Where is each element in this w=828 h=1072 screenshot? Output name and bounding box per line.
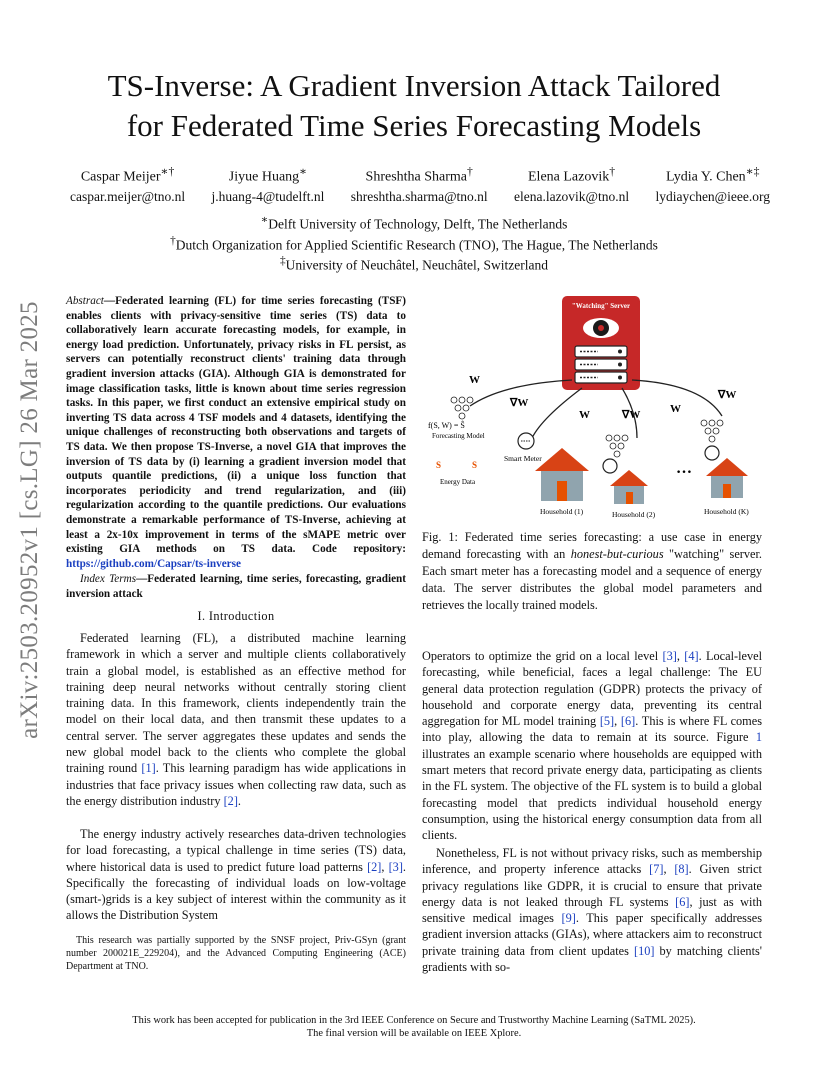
text-run: The energy industry actively researches data-driven technologies for load forecasting, a typical challenge in time series (TS) data, where historical data is used to predict future load patterns [66,827,406,874]
server-label: "Watching" Server [571,302,631,310]
right-paragraph-2 [422,845,762,975]
smart-meter-label: Smart Meter [504,454,542,463]
author-email: j.huang-4@tudelft.nl [211,188,325,204]
text-run: . This paper specifically addresses gradient inversion attacks (GIAs), where attackers aim to reconstruct private training data from client updates [422,911,762,958]
author [211,162,324,206]
author-name: Caspar Meijer [80,169,161,185]
affiliation-text: University of Neuchâtel, Neuchâtel, Switzerland [285,257,549,273]
abstract-label: Abstract [66,295,104,307]
text-run: , [676,649,685,663]
citation-link[interactable]: [3] [388,859,403,874]
household-k-label: Household (K) [704,507,749,516]
forecast-equation: f(S, W) = Ŝ [428,421,465,430]
intro-paragraph-2 [66,826,406,924]
abstract-text: —Federated learning (FL) for time series forecasting (TSF) enables clients with privacy-sensitive time series (TS) data to collaboratively learn accurate forecasting models, for example, in energy load prediction. Unfortunately, privacy risks in FL persist, as servers can potentially reconstruct clients' training data through gradient inversion attacks (GIA). Although GIA is demonstrated for image classification tasks, little is known about time series regression tasks. In this paper, we first conduct an extensive empirical study on inverting TS data across 4 TSF models and 4 datasets, identifying the unique challenges of reconstructing both observations and targets of TS data. We then propose TS-Inverse, a novel GIA that improves the inversion of TS data by (i) learning a gradient inversion model that outputs quantile predictions, (ii) a unique loss function that incorporates periodicity and trend regularization, and (iii) regularization according to the quantile predictions. Our evaluations demonstrate a remarkable performance of TS-Inverse, achieving at least a 2x-10x improvement in terms of the sMAPE metric over existing GIA methods on TS data. Code repository: [66,295,406,556]
affiliation-text: Delft University of Technology, Delft, The Netherlands [268,216,568,232]
citation-link[interactable]: [1] [141,761,156,776]
author-marks: ∗† [160,165,175,178]
author-name: Lydia Y. Chen [665,169,746,185]
text-run: . Given strict privacy regulations like GDPR, it is crucial to ensure that private energy data is not leaked through FL systems [422,862,762,909]
neural-network-icon [451,397,473,419]
affiliation [60,253,768,274]
energy-data-label: Energy Data [440,478,476,486]
affiliations [60,212,768,274]
client-update-1-label: ∇W [510,397,529,409]
text-run: . This is where FL comes into play, allowing the data to remain at its source. Figure [422,714,762,745]
text-run: , [614,714,621,729]
house-icon [706,458,748,498]
text-run: Operators to optimize the grid on a local level [422,649,663,663]
client-update-2-label: ∇W [622,409,641,421]
text-run: . This learning paradigm has wide applications in industries that face privacy issues when collecting raw data, such as the energy distribution industry [66,761,406,808]
index-terms-text: —Federated learning, time series, forecasting, gradient inversion attack [66,573,407,600]
server-icon [562,296,640,390]
text-run: . Specifically the forecasting of individual loads on low-voltage (smart-)grids is a key subject of interest within the community as it allows the Distribution System [66,859,406,923]
author-name: Jiyue Huang [228,169,300,185]
caption-emphasis: honest-but-curious [570,547,664,561]
author [514,162,629,206]
affiliation-mark: † [170,234,176,247]
author-marks: ∗‡ [745,165,760,178]
text-run: Nonetheless, FL is not without privacy risks, such as membership inference, and property inference attacks [422,846,762,877]
publication-note-line-1: This work has been accepted for publication in the 3rd IEEE Conference on Secure and Trustworthy Machine Learning (SaTML 2025). [132,1015,696,1026]
title-line-2: for Federated Time Series Forecasting Models [126,108,702,143]
code-repository-link[interactable]: https://github.com/Capsar/ts-inverse [66,557,241,570]
citation-link[interactable]: [5] [599,714,615,729]
caption-text: Fig. 1: Federated time series forecasting: a use case in energy demand forecasting with an [422,530,762,561]
house-icon [610,470,648,504]
publication-note [60,1014,768,1040]
affiliation [60,212,768,233]
text-run: , just as with sensitive medical images [422,894,763,926]
figure-link[interactable]: 1 [755,730,762,745]
citation-link[interactable]: [7] [649,862,664,877]
text-run: Federated learning (FL), a distributed machine learning framework in which a server and multiple clients collaboratively train a global model, is established as an effective method for training deep neural networks without centrally storing client training data. In this framework, clients independently train the model on their local data, and then transmit these updates to a central server. The server aggregates these updates and sends the new global model back to the clients who complete the global training round [66,631,406,776]
affiliation-mark: ‡ [279,255,286,267]
citation-link[interactable]: [2] [223,793,238,808]
global-weights-label: W [579,409,590,421]
figure-1 [422,288,767,520]
forecasting-model-label: Forecasting Model [432,432,485,440]
author [70,162,185,206]
index-terms-label: Index Terms [80,573,137,586]
text-run: illustrates an example scenario where households are equipped with smart meters that record private energy data, participating as clients in the FL system. The objective of the FL system is to build a global forecasting model that predicts individual household energy consumption, using the historical energy consumption data from all clients. [422,746,762,843]
paper-title [60,66,768,146]
citation-link[interactable]: [8] [674,862,689,877]
footnote: This research was partially supported by the SNSF project, Priv-GSyn (grant number 200021E_229204), and the Advanced Computing Engineering (ACE) Department at TNO. [66,935,406,972]
author-email: elena.lazovik@tno.nl [513,188,630,204]
smart-meter-icon [603,459,617,473]
abstract [66,294,406,601]
household-2-label: Household (2) [612,510,656,519]
author-name: Shreshtha Sharma [365,169,468,185]
author-marks: † [467,165,473,178]
text-run: . [237,793,241,808]
house-icon [535,448,589,501]
citation-link[interactable]: [9] [561,911,576,926]
intro-paragraph-1 [66,630,406,809]
author [655,162,770,206]
text-run: by matching clients' gradients with so- [422,943,762,975]
neural-network-icon [701,420,723,442]
author-marks: ∗ [299,165,308,178]
ellipsis: … [676,460,692,477]
household-1-label: Household (1) [540,507,584,516]
author-marks: † [609,165,616,178]
affiliation [60,233,768,254]
publication-note-line-2: The final version will be available on IEEE Xplore. [306,1028,522,1039]
author-name: Elena Lazovik [528,169,610,185]
smart-meter-icon [518,433,534,449]
citation-link[interactable]: [6] [675,894,690,909]
title-line-1: TS-Inverse: A Gradient Inversion Attack Tailored [107,68,721,103]
author-email: shreshtha.sharma@tno.nl [350,188,488,204]
author-email: caspar.meijer@tno.nl [70,188,186,204]
citation-link[interactable]: [2] [367,859,382,874]
text-run: , [381,859,389,874]
arxiv-id: arXiv:2503.20952v1 [cs.LG] 26 Mar 2025 [16,301,43,739]
citation-link[interactable]: [4] [684,649,699,663]
neural-network-icon [606,435,628,457]
energy-series-obs: S [436,460,442,470]
author-email: lydiaychen@ieee.org [655,188,770,204]
global-weights-label: W [670,403,681,415]
section-heading: I. Introduction [197,609,275,623]
right-paragraph-1 [422,648,762,844]
energy-series-tar: S [472,460,478,470]
caption-text: "watching" server. Each smart meter has a forecasting model and a sequence of energy data. The server distributes the global model parameters and retrieves the locally trained models. [422,547,762,612]
author [351,162,488,206]
global-weights-label: W [469,374,480,386]
citation-link[interactable]: [6] [620,714,636,729]
text-run: , [663,862,675,877]
client-update-k-label: ∇W [718,389,737,401]
citation-link[interactable]: [3] [662,649,677,663]
figure-caption [422,529,762,614]
text-run: . Local-level forecasting, while beneficial, faces a legal challenge: The EU general data protection regulation (GDPR) protects the privacy of household and corporate energy data, preventing its central aggregation for ML model training [422,649,762,729]
author-list [70,162,770,206]
citation-link[interactable]: [10] [633,943,655,958]
affiliation-text: Dutch Organization for Applied Scientific Research (TNO), The Hague, The Netherlands [175,237,658,252]
arxiv-stamp [10,280,50,760]
affiliation-mark: ∗ [260,214,269,226]
smart-meter-icon [705,446,719,460]
